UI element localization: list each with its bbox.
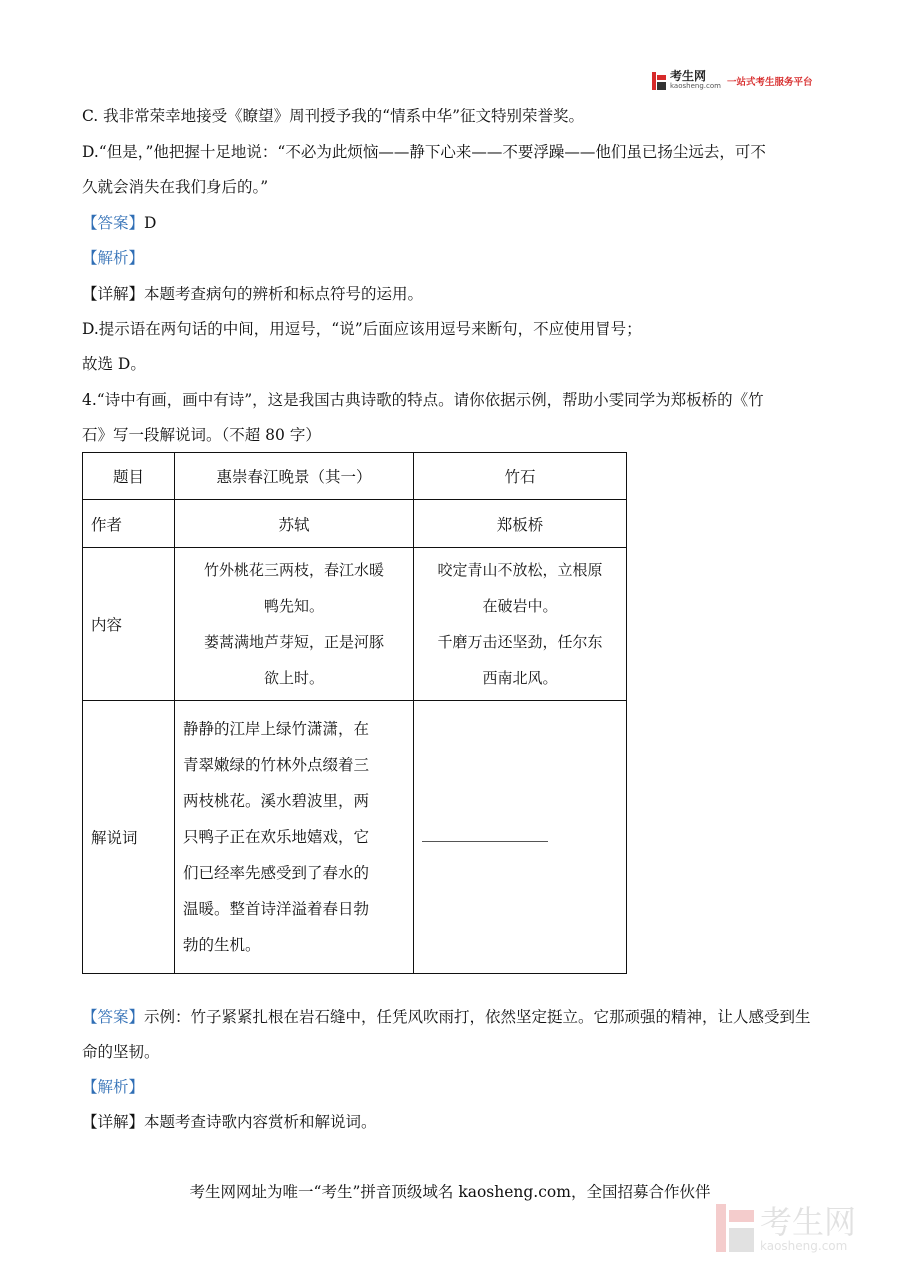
watermark [716, 1203, 856, 1253]
table-row-content [83, 548, 627, 701]
detail-4: 【详解】本题考查诗歌内容赏析和解说词。 [82, 1113, 377, 1131]
logo-cn: 考生网 [670, 69, 707, 83]
answer-tag: 【答案】 [82, 1008, 145, 1026]
table-row-explain [83, 701, 627, 974]
poem1-line: 竹外桃花三两枝，春江水暖 [203, 561, 384, 579]
explain-line: 青翠嫩绿的竹林外点缀着三 [183, 756, 370, 774]
answer-4-text: 示例：竹子紧紧扎根在岩石缝中，任凭风吹雨打，依然坚定挺立。它那顽强的精神，让人感受到生 [144, 1008, 811, 1026]
d-explanation: D.提示语在两句话的中间，用逗号，“说”后面应该用逗号来断句，不应使用冒号； [82, 320, 642, 338]
explain-line: 静静的江岸上绿竹潇潇，在 [183, 720, 370, 738]
footer-text: 考生网网址为唯一“考生”拼音顶级域名 kaosheng.com，全国招募合作伙伴 [189, 1183, 711, 1201]
detail-3: 【详解】本题考查病句的辨析和标点符号的运用。 [82, 285, 424, 303]
answer-value: D [144, 214, 157, 232]
poem1-line: 鸭先知。 [263, 597, 324, 615]
answer-3 [82, 213, 156, 233]
cell-poem2-title: 竹石 [414, 453, 627, 500]
cell-explain2[interactable] [414, 701, 627, 974]
logo-en: kaosheng.com [670, 82, 721, 90]
cell-poem1-content [175, 548, 414, 701]
explain-line: 温暖。整首诗洋溢着春日勃 [183, 900, 370, 918]
kaosheng-logo-icon [652, 72, 666, 90]
poem2-line: 在破岩中。 [482, 597, 558, 615]
table-row-header [83, 453, 627, 500]
option-d-line2: 久就会消失在我们身后的。” [82, 178, 269, 196]
explain-line: 们已经率先感受到了春水的 [183, 864, 370, 882]
poem2-line: 咬定青山不放松，立根原 [437, 561, 603, 579]
answer-4-line1 [82, 1007, 811, 1027]
explain-line: 只鸭子正在欢乐地嬉戏，它 [183, 828, 370, 846]
analysis-tag-1: 【解析】 [82, 249, 145, 267]
logo-slogan: 一站式考生服务平台 [726, 77, 813, 88]
kaosheng-watermark-icon [716, 1204, 754, 1252]
explain-line: 勃的生机。 [183, 936, 261, 954]
watermark-en: kaosheng.com [760, 1239, 848, 1253]
analysis-tag-2: 【解析】 [82, 1078, 145, 1096]
explain-line: 两枝桃花。溪水碧波里，两 [183, 792, 370, 810]
poem1-line: 蒌蒿满地芦芽短，正是河豚 [203, 633, 384, 651]
poem2-line: 千磨万击还坚劲，任尔东 [437, 633, 603, 651]
table-row-author [83, 500, 627, 548]
choose-d: 故选 D。 [82, 355, 146, 373]
answer-blank[interactable] [422, 840, 548, 842]
poem1-line: 欲上时。 [263, 669, 324, 687]
option-c: C. 我非常荣幸地接受《瞭望》周刊授予我的“情系中华”征文特别荣誉奖。 [82, 107, 585, 125]
watermark-cn: 考生网 [760, 1203, 857, 1241]
question-4-line1: 4.“诗中有画，画中有诗”，这是我国古典诗歌的特点。请你依据示例，帮助小雯同学为郑板桥的《竹 [82, 391, 764, 409]
header-logo[interactable] [652, 70, 812, 92]
cell-explain-label: 解说词 [83, 701, 175, 974]
cell-title-label: 题目 [83, 453, 175, 500]
cell-author2: 郑板桥 [414, 500, 627, 548]
answer-tag: 【答案】 [82, 214, 145, 232]
answer-4-line2: 命的坚韧。 [82, 1043, 160, 1061]
cell-poem1-title: 惠崇春江晚景（其一） [175, 453, 414, 500]
cell-author-label: 作者 [83, 500, 175, 548]
cell-explain1 [175, 701, 414, 974]
poem-table [82, 452, 627, 974]
option-d-line1: D.“但是，”他把握十足地说：“不必为此烦恼——静下心来——不要浮躁——他们虽已扬尘远去，可不 [82, 143, 766, 161]
cell-poem2-content [414, 548, 627, 701]
question-4-line2: 石》写一段解说词。（不超 80 字） [82, 426, 321, 444]
cell-content-label: 内容 [83, 548, 175, 701]
poem2-line: 西南北风。 [482, 669, 558, 687]
cell-author1: 苏轼 [175, 500, 414, 548]
